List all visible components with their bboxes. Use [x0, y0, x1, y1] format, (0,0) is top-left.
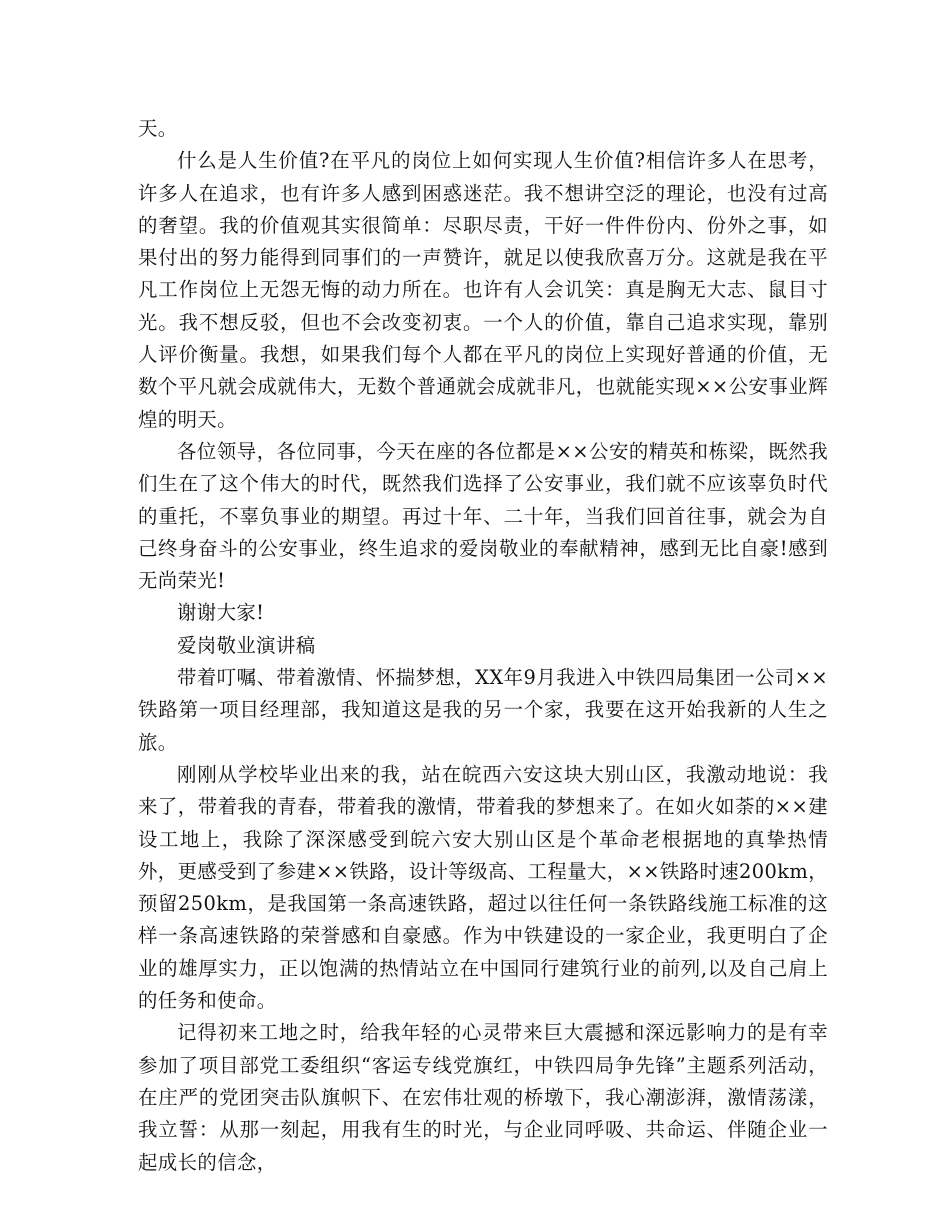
section-title: 爱岗敬业演讲稿	[177, 633, 316, 657]
paragraph-thanks: 谢谢大家!	[177, 601, 265, 625]
paragraph-memory: 记得初来工地之时，给我年轻的心灵带来巨大震撼和深远影响力的是有幸参加了项目部党工委组织“客运专线党旗红，中铁四局争先锋”主题系列活动，在庄严的党团突击队旗帜下、在宏伟壮观的桥墩下，我心潮澎湃，激情荡漾，我立誓：从那一刻起，用我有生的时光，与企业同呼吸、共命运、伴随企业一起成长的信念，	[138, 1021, 828, 1174]
paragraph-address-colleagues: 各位领导，各位同事，今天在座的各位都是××公安的精英和栋梁，既然我们生在了这个伟大的时代，既然我们选择了公安事业，我们就不应该辜负时代的重托，不辜负事业的期望。再过十年、二十年，当我们回首往事，就会为自己终身奋斗的公安事业，终生追求的爱岗敬业的奉献精神，感到无比自豪!感到无尚荣光!	[138, 439, 828, 593]
paragraph-life-value: 什么是人生价值?在平凡的岗位上如何实现人生价值?相信许多人在思考，许多人在追求，也有许多人感到困惑迷茫。我不想讲空泛的理论，也没有过高的奢望。我的价值观其实很简单：尽职尽责，干好一件件份内、份外之事，如果付出的努力能得到同事们的一声赞许，就足以使我欣喜万分。这就是我在平凡工作岗位上无怨无悔的动力所在。也许有人会讥笑：真是胸无大志、鼠目寸光。我不想反驳，但也不会改变初衷。一个人的价值，靠自己追求实现，靠别人评价衡量。我想，如果我们每个人都在平凡的岗位上实现好普通的价值，无数个平凡就会成就伟大，无数个普通就会成就非凡，也就能实现××公安事业辉煌的明天。	[138, 149, 828, 431]
paragraph-graduation: 刚刚从学校毕业出来的我，站在皖西六安这块大别山区，我激动地说：我来了，带着我的青春，带着我的激情，带着我的梦想来了。在如火如荼的××建设工地上，我除了深深感受到皖六安大别山区是个革命老根据地的真挚热情外，更感受到了参建××铁路，设计等级高、工程量大，××铁路时速200km，预留250km，是我国第一条高速铁路，超过以往任何一条铁路线施工标准的这样一条高速铁路的荣誉感和自豪感。作为中铁建设的一家企业，我更明白了企业的雄厚实力，正以饱满的热情站立在中国同行建筑行业的前列,以及自己肩上的任务和使命。	[138, 762, 828, 1013]
document-body	[138, 113, 828, 1179]
paragraph-joining: 带着叮嘱、带着激情、怀揣梦想，XX年9月我进入中铁四局集团一公司××铁路第一项目经理部，我知道这是我的另一个家，我要在这开始我新的人生之旅。	[138, 666, 828, 754]
paragraph-continuation: 天。	[138, 117, 178, 140]
